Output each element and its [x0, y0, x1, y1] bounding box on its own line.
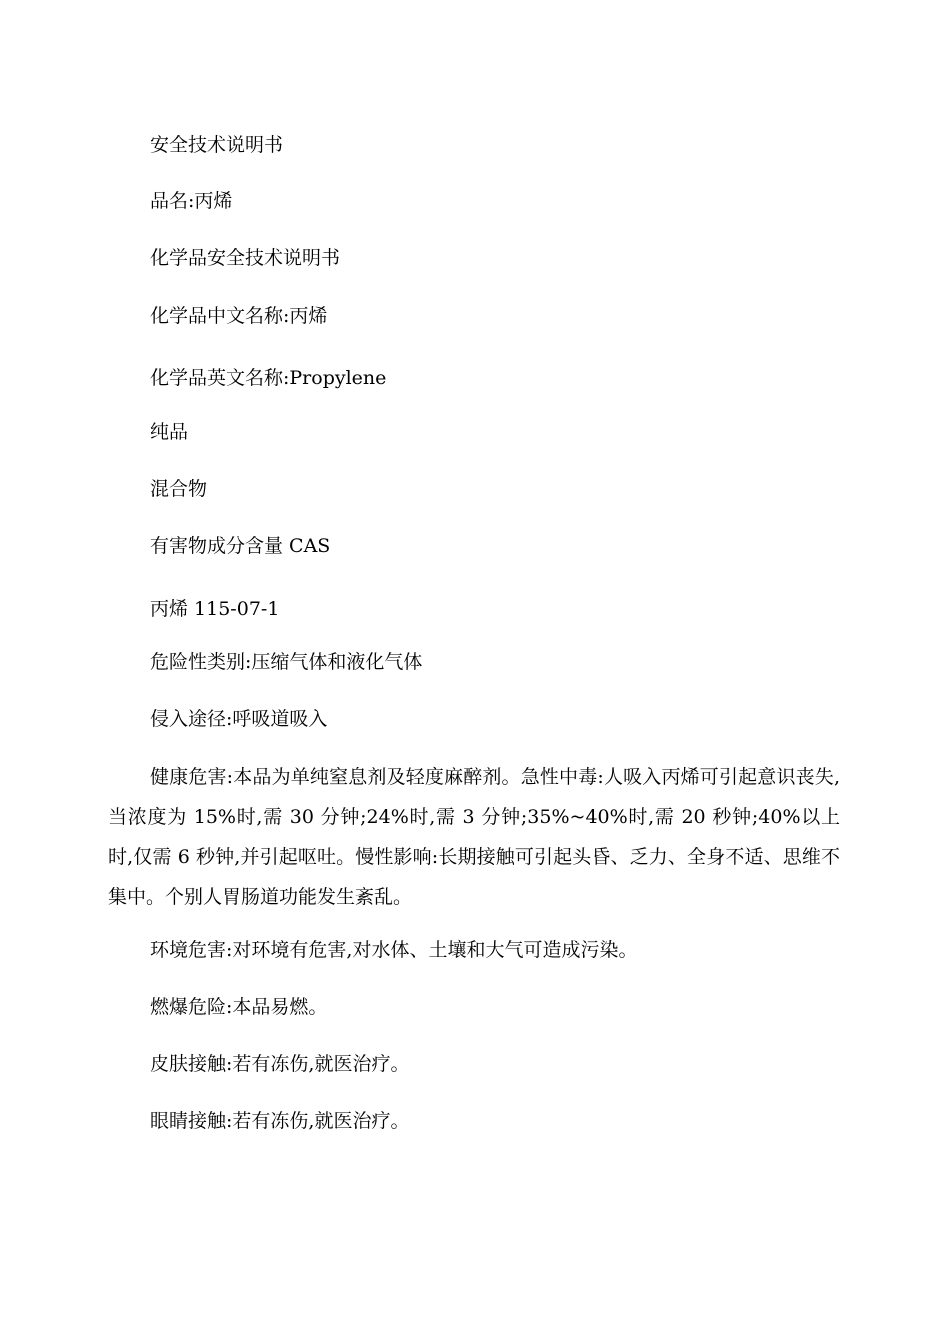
product-name: 品名:丙烯	[150, 190, 233, 212]
chinese-name: 化学品中文名称:丙烯	[150, 305, 328, 327]
fire-explosion-hazard: 燃爆危险:本品易燃。	[150, 996, 328, 1018]
exposure-route: 侵入途径:呼吸道吸入	[150, 708, 328, 730]
doc-title: 安全技术说明书	[150, 134, 284, 156]
composition-header: 有害物成分含量 CAS	[150, 535, 331, 557]
skin-contact: 皮肤接触:若有冻伤,就医治疗。	[150, 1053, 410, 1075]
hazard-category: 危险性类别:压缩气体和液化气体	[150, 651, 423, 673]
section-heading: 化学品安全技术说明书	[150, 247, 341, 269]
health-hazard-paragraph: 健康危害:本品为单纯窒息剂及轻度麻醉剂。急性中毒:人吸入丙烯可引起意识丧失,当浓度为 15%时,需 30 分钟;24%时,需 3 分钟;35%~40%时,需 20 秒钟;40%以上时,仅需 6 秒钟,并引起呕吐。慢性影响:长期接触可引起头昏、乏力、全身不适、思维不集中。个别人胃肠道功能发生紊乱。	[108, 766, 840, 908]
mixture: 混合物	[150, 478, 208, 500]
environmental-hazard: 环境危害:对环境有危害,对水体、土壤和大气可造成污染。	[150, 939, 638, 961]
pure-substance: 纯品	[150, 421, 189, 443]
composition-row: 丙烯 115-07-1	[150, 598, 280, 620]
eye-contact: 眼睛接触:若有冻伤,就医治疗。	[150, 1110, 410, 1132]
english-name: 化学品英文名称:Propylene	[150, 367, 387, 389]
